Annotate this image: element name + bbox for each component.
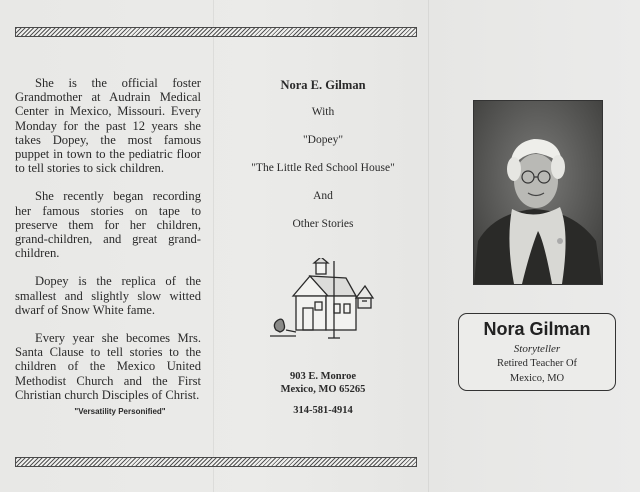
bio-paragraph: Dopey is the replica of the smallest and slightly slow witted dwarf of Snow White fame.	[15, 274, 201, 317]
biography-column	[15, 76, 201, 416]
fold-line-left	[213, 0, 214, 492]
school-house-illustration	[266, 258, 376, 340]
top-hatched-bar	[15, 27, 417, 37]
program-title: Nora E. Gilman	[280, 78, 366, 92]
program-line: And	[313, 190, 333, 202]
program-line: With	[311, 106, 335, 118]
role-label: Storyteller	[513, 343, 561, 355]
bottom-hatched-bar	[15, 457, 417, 467]
bio-paragraph: Every year she becomes Mrs. Santa Clause to tell stories to the children of the Mexico United Methodist Church and the First Christian church Disciples of Christ.	[15, 331, 201, 402]
address-street: 903 E. Monroe	[289, 371, 356, 382]
description-line: Retired Teacher Of	[496, 358, 578, 369]
description-line: Mexico, MO	[509, 373, 565, 384]
featured-name: Nora Gilman	[483, 319, 591, 339]
bio-paragraph: She recently began recording her famous stories on tape to preserve them for her children, grand-children, and great grand-children.	[15, 189, 201, 261]
tagline: "Versatility Personified"	[74, 407, 166, 416]
name-card	[458, 313, 616, 391]
program-line: Other Stories	[292, 218, 354, 230]
program-line: "The Little Red School House"	[251, 162, 395, 174]
program-line: "Dopey"	[302, 134, 344, 146]
address-city: Mexico, MO 65265	[280, 384, 366, 395]
bio-paragraph: She is the official foster Grandmother at Audrain Medical Center in Mexico, Missouri. Every Monday for the past 12 years she takes Dopey, the most famous puppet in town to the pediatric floor to tell stories to sick children.	[15, 76, 201, 176]
fold-line-right	[428, 0, 429, 492]
portrait-photo	[473, 100, 603, 285]
phone-number: 314-581-4914	[293, 405, 353, 416]
address-block	[258, 370, 388, 396]
